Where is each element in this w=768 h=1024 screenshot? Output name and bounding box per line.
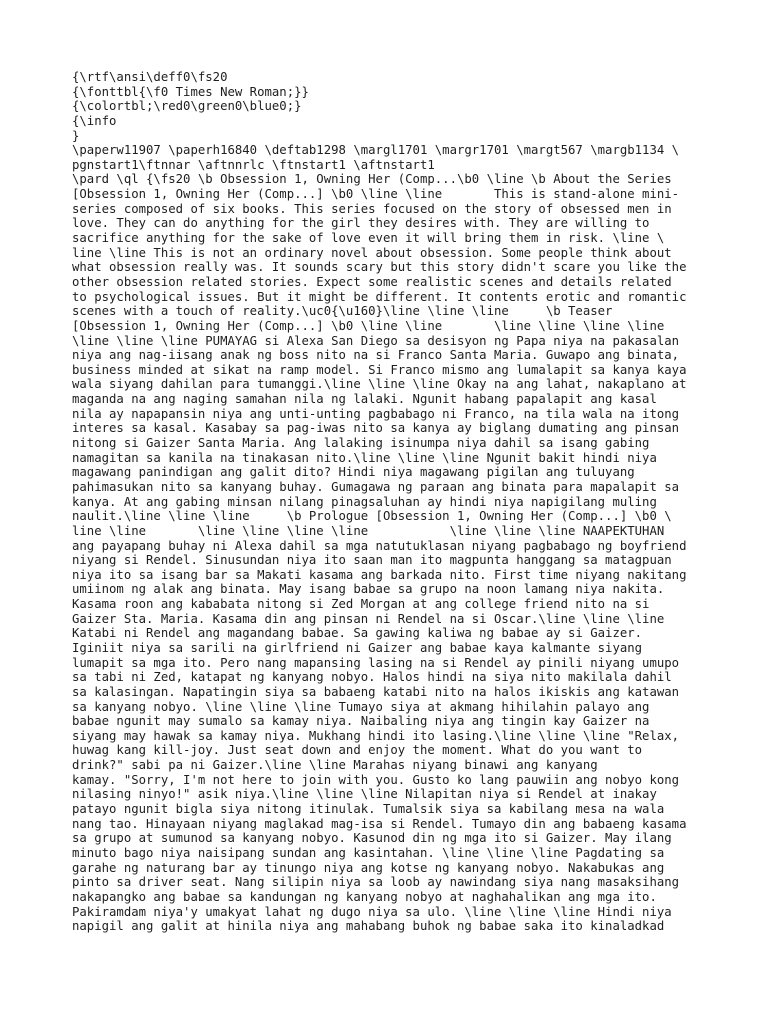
document-line: Kasama roon ang kababata nitong si Zed Morgan at ang college friend nito na si	[72, 597, 650, 612]
document-line: babae ngunit may sumalo sa kamay niya. Naibaling niya ang tingin kay Gaizer na	[72, 714, 650, 729]
document-line: umiinom ng alak ang binata. May isang babae sa grupo na noon lamang niya nakita.	[72, 582, 665, 597]
document-line: Gaizer Sta. Maria. Kasama din ang pinsan ni Rendel na si Oscar.\line \line \line	[72, 611, 665, 626]
document-line: {\info	[72, 113, 117, 128]
document-line: to psychological issues. But it might be different. It contents erotic and romantic	[72, 289, 687, 304]
document-line: sa kanyang nobyo. \line \line \line Tumayo siya at akmang hihilahin palayo ang	[72, 699, 650, 714]
document-line: Iginiit niya sa sarili na girlfriend ni Gaizer ang babae kaya kalmante siyang	[72, 640, 643, 655]
document-line: sa tabi ni Zed, katapat ng kanyang nobyo. Halos hindi na siya nito makilala dahil	[72, 670, 672, 685]
document-line: pahimasukan nito sa kanyang buhay. Gumagawa ng paraan ang binata para mapalapit sa	[72, 479, 680, 494]
document-line: business minded at sikat na ramp model. Si Franco mismo ang lumalapit sa kanya kaya	[72, 362, 687, 377]
document-line: \line \line \line PUMAYAG si Alexa San Diego sa desisyon ng Papa niya na pakasalan	[72, 333, 680, 348]
document-line: [Obsession 1, Owning Her (Comp...] \b0 \line \line This is stand-alone mini-	[72, 187, 680, 202]
document-line: kanya. At ang gabing minsan nilang pinagsaluhan ay hindi niya napigilang muling	[72, 494, 657, 509]
document-line: magawang panindigan ang galit dito? Hindi niya magawang pigilan ang tuluyang	[72, 465, 635, 480]
document-line: nitong si Gaizer Santa Maria. Ang lalaking isinumpa niya dahil sa isang gabing	[72, 436, 650, 451]
document-line: pinto sa driver seat. Nang silipin niya sa loob ay nawindang siya nang masaksihang	[72, 875, 680, 890]
document-line: niya ito sa isang bar sa Makati kasama ang barkada nito. First time niyang nakitang	[72, 567, 687, 582]
document-line: nila ay napapansin niya ang unti-unting pagbabago ni Franco, na tila wala na itong	[72, 406, 680, 421]
document-line: wala siyang dahilan para tumanggi.\line \line \line Okay na ang lahat, nakaplano at	[72, 377, 687, 392]
document-line: maganda na ang naging samahan nila ng lalaki. Ngunit habang papalapit ang kasal	[72, 392, 657, 407]
document-line: nang tao. Hinayaan niyang maglakad mag-isa si Rendel. Tumayo din ang babaeng kasama	[72, 816, 687, 831]
document-line: \paperw11907 \paperh16840 \deftab1298 \margl1701 \margr1701 \margt567 \margb1134 \	[72, 143, 680, 158]
document-line: huwag kang kill-joy. Just seat down and enjoy the moment. What do you want to	[72, 743, 643, 758]
document-line: naulit.\line \line \line \b Prologue [Obsession 1, Owning Her (Comp...] \b0 \	[72, 509, 672, 524]
document-line: niya ang nag-iisang anak ng boss nito na si Franco Santa Maria. Guwapo ang binata,	[72, 348, 680, 363]
document-line: sacrifice anything for the sake of love even it will bring them in risk. \line \	[72, 231, 665, 246]
document-line: patayo ngunit bigla siya nitong itinulak. Tumalsik siya sa kabilang mesa na wala	[72, 802, 665, 817]
document-line: drink?" sabi pa ni Gaizer.\line \line Marahas niyang binawi ang kanyang	[72, 758, 598, 773]
document-line: other obsession related stories. Expect some realistic scenes and details related	[72, 274, 672, 289]
document-line: }	[72, 128, 80, 143]
document-line: {\colortbl;\red0\green0\blue0;}	[72, 99, 302, 114]
document-line: sa grupo at sumunod sa kanyang nobyo. Kasunod din ng mga ito si Gaizer. May ilang	[72, 831, 672, 846]
document-line: [Obsession 1, Owning Her (Comp...] \b0 \line \line \line \line \line \line	[72, 318, 665, 333]
document-line: nilasing ninyo!" asik niya.\line \line \line Nilapitan niya si Rendel at inakay	[72, 787, 657, 802]
document-body	[72, 70, 712, 934]
document-line: {\fonttbl{\f0 Times New Roman;}}	[72, 84, 309, 99]
document-line: line \line This is not an ordinary novel about obsession. Some people think about	[72, 245, 672, 260]
document-line: line \line \line \line \line \line \line \line \line NAAPEKTUHAN	[72, 523, 665, 538]
document-line: {\rtf\ansi\deff0\fs20	[72, 70, 228, 84]
document-line: kamay. "Sorry, I'm not here to join with you. Gusto ko lang pauwiin ang nobyo kong	[72, 772, 680, 787]
document-line: love. They can do anything for the girl they desires with. They are willing to	[72, 216, 650, 231]
document-line: namagitan sa kanila na tinakasan nito.\line \line \line Ngunit bakit hindi niya	[72, 450, 657, 465]
document-line: what obsession really was. It sounds scary but this story didn't scare you like the	[72, 260, 687, 275]
document-line: minuto bago niya naisipang sundan ang kasintahan. \line \line \line Pagdating sa	[72, 845, 665, 860]
document-line: napigil ang galit at hinila niya ang mahabang buhok ng babae saka ito kinaladkad	[72, 919, 665, 934]
document-line: garahe ng naturang bar ay tinungo niya ang kotse ng kanyang nobyo. Nakabukas ang	[72, 860, 665, 875]
document-line: Pakiramdam niya'y umakyat lahat ng dugo niya sa ulo. \line \line \line Hindi niya	[72, 904, 672, 919]
document-line: \pard \ql {\fs20 \b Obsession 1, Owning Her (Comp...\b0 \line \b About the Series	[72, 172, 672, 187]
document-line: ang payapang buhay ni Alexa dahil sa mga natutuklasan niyang pagbabago ng boyfriend	[72, 538, 687, 553]
document-line: sa kalasingan. Napatingin siya sa babaeng katabi nito na halos ikiskis ang katawan	[72, 684, 680, 699]
document-line: Katabi ni Rendel ang magandang babae. Sa gawing kaliwa ng babae ay si Gaizer.	[72, 626, 643, 641]
document-line: lumapit sa mga ito. Pero nang mapansing lasing na si Rendel ay pinili niyang umupo	[72, 655, 680, 670]
document-line: scenes with a touch of reality.\uc0{\u160}\line \line \line \b Teaser	[72, 304, 613, 319]
document-line: pgnstart1\ftnnar \aftnnrlc \ftnstart1 \aftnstart1	[72, 157, 435, 172]
document-line: siyang may hawak sa kamay niya. Mukhang hindi ito lasing.\line \line \line "Relax,	[72, 728, 680, 743]
document-line: niyang si Rendel. Sinusundan niya ito saan man ito magpunta hanggang sa matagpuan	[72, 553, 672, 568]
document-line: series composed of six books. This series focused on the story of obsessed men in	[72, 201, 672, 216]
document-line: interes sa kasal. Kasabay sa pag-iwas nito sa kanya ay biglang dumating ang pinsan	[72, 421, 680, 436]
document-line: nakapangko ang babae sa kandungan ng kanyang nobyo at naghahalikan ang mga ito.	[72, 889, 657, 904]
